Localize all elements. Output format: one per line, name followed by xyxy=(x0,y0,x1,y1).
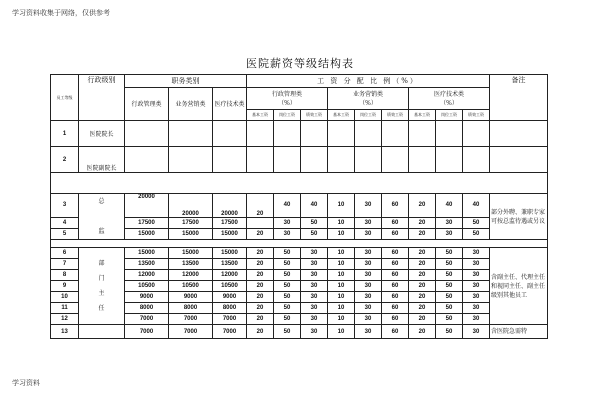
ratio-admin-label: 行政管理类 xyxy=(272,90,303,98)
cell: 10 xyxy=(328,314,355,325)
cell: 10 xyxy=(328,228,355,239)
header-note: 学习资料收集于网络，仅供参考 xyxy=(12,9,110,17)
cell: 20 xyxy=(247,270,274,281)
row-no: 13 xyxy=(51,325,79,339)
cell: 10 xyxy=(328,259,355,270)
table-row xyxy=(51,248,548,259)
cell: 60 xyxy=(382,270,409,281)
cell: 50 xyxy=(436,281,463,292)
table-row xyxy=(51,292,548,303)
sub-base-medical: 基本工资 xyxy=(409,110,436,121)
dept-char-1: 部 xyxy=(98,260,105,267)
cell: 50 xyxy=(274,281,301,292)
dept-char-4: 任 xyxy=(98,305,105,312)
director-char-2: 监 xyxy=(98,228,105,235)
table-row xyxy=(51,121,548,147)
cell: 20 xyxy=(247,292,274,303)
cell: 60 xyxy=(382,314,409,325)
row-no: 2 xyxy=(51,147,79,173)
cell: 60 xyxy=(382,303,409,314)
cell: 50 xyxy=(274,248,301,259)
cell: 30 xyxy=(436,217,463,228)
ratio-sales-label: 业务营销类 xyxy=(353,90,384,98)
cell: 15000 xyxy=(125,248,169,259)
sub-perf-sales: 绩效工资 xyxy=(382,110,409,121)
cell: 30 xyxy=(463,325,490,339)
cell: 17500 xyxy=(125,217,169,228)
cell: 30 xyxy=(463,248,490,259)
cell: 17500 xyxy=(169,217,213,228)
sub-perf-medical: 绩效工资 xyxy=(463,110,490,121)
cell: 30 xyxy=(355,217,382,228)
cell: 20 xyxy=(247,314,274,325)
job-admin-header: 行政管理类 xyxy=(125,88,169,121)
cell: 15000 xyxy=(213,248,247,259)
cell: 9000 xyxy=(213,292,247,303)
cell: 20 xyxy=(409,281,436,292)
cell: 40 xyxy=(274,194,301,218)
dept-char-2: 门 xyxy=(98,275,105,282)
cell: 50 xyxy=(274,314,301,325)
cell: 20000 xyxy=(213,194,247,218)
cell: 10500 xyxy=(169,281,213,292)
cell: 30 xyxy=(355,314,382,325)
cell: 40 xyxy=(436,194,463,218)
cell: 30 xyxy=(463,259,490,270)
cell: 20 xyxy=(247,281,274,292)
cell: 7000 xyxy=(169,325,213,339)
row-no: 6 xyxy=(51,248,79,259)
director-char-1: 总 xyxy=(98,198,105,205)
cell: 30 xyxy=(355,292,382,303)
cell: 60 xyxy=(382,217,409,228)
cell: 13500 xyxy=(213,259,247,270)
cell: 50 xyxy=(463,217,490,228)
table-row xyxy=(51,303,548,314)
cell: 20 xyxy=(409,217,436,228)
cell: 10500 xyxy=(125,281,169,292)
row-no: 11 xyxy=(51,303,79,314)
cell: 20 xyxy=(409,228,436,239)
cell: 60 xyxy=(382,194,409,218)
row-no: 1 xyxy=(51,121,79,147)
cell: 40 xyxy=(463,194,490,218)
cell: 30 xyxy=(355,303,382,314)
cell: 10500 xyxy=(213,281,247,292)
cell: 20 xyxy=(409,248,436,259)
table-row xyxy=(51,228,548,239)
cell: 15000 xyxy=(169,248,213,259)
admin-level: 医院院长 xyxy=(79,121,125,147)
cell: 30 xyxy=(301,314,328,325)
cell: 30 xyxy=(355,228,382,239)
cell: 9000 xyxy=(169,292,213,303)
dept-char-3: 主 xyxy=(98,290,105,297)
cell: 8000 xyxy=(169,303,213,314)
cell: 20 xyxy=(409,325,436,339)
cell: 15000 xyxy=(125,228,169,239)
cell: 50 xyxy=(463,228,490,239)
sub-base-admin: 基本工资 xyxy=(247,110,274,121)
cell: 30 xyxy=(301,303,328,314)
ratio-admin-pct: （%） xyxy=(278,99,296,107)
cell: 30 xyxy=(355,325,382,339)
group-dept xyxy=(79,248,125,325)
remark-dept: 含副主任、代理主任和视同主任、副主任级别其他员工 xyxy=(490,248,548,325)
cell: 15000 xyxy=(213,228,247,239)
cell: 30 xyxy=(274,228,301,239)
row-no: 12 xyxy=(51,314,79,325)
cell: 50 xyxy=(274,303,301,314)
cell: 10 xyxy=(328,217,355,228)
cell: 40 xyxy=(301,194,328,218)
table-row: 3 总 监 20000 20000 20000 20 40 40 10 30 60 20 40 40 部分外聘、兼职专家可按总监待遇或另议 xyxy=(51,194,548,218)
cell: 50 xyxy=(436,259,463,270)
cell: 30 xyxy=(463,303,490,314)
cell: 30 xyxy=(301,248,328,259)
sub-base-sales: 基本工资 xyxy=(328,110,355,121)
cell: 50 xyxy=(436,292,463,303)
cell: 13500 xyxy=(169,259,213,270)
table-row xyxy=(51,281,548,292)
cell: 50 xyxy=(436,270,463,281)
cell: 20 xyxy=(409,303,436,314)
row-no: 5 xyxy=(51,228,79,239)
cell: 17500 xyxy=(213,217,247,228)
ratio-sales-pct: （%） xyxy=(359,99,377,107)
group-director xyxy=(79,194,125,240)
cell: 20 xyxy=(409,314,436,325)
cell: 60 xyxy=(382,228,409,239)
cell: 30 xyxy=(355,281,382,292)
col-header-remark: 备注 xyxy=(490,75,548,121)
cell: 60 xyxy=(382,292,409,303)
cell: 10 xyxy=(328,292,355,303)
row-no: 4 xyxy=(51,217,79,228)
cell: 60 xyxy=(382,325,409,339)
cell: 60 xyxy=(382,259,409,270)
cell: 7000 xyxy=(125,314,169,325)
cell: 9000 xyxy=(125,292,169,303)
cell: 7000 xyxy=(125,325,169,339)
row-no: 8 xyxy=(51,270,79,281)
cell: 50 xyxy=(301,228,328,239)
job-sales-header: 业务营销类 xyxy=(169,88,213,121)
cell: 50 xyxy=(436,314,463,325)
remark-director: 部分外聘、兼职专家可按总监待遇或另议 xyxy=(490,194,548,240)
sub-perf-admin: 绩效工资 xyxy=(301,110,328,121)
ratio-admin-header xyxy=(247,88,328,110)
cell: 8000 xyxy=(213,303,247,314)
cell: 50 xyxy=(436,248,463,259)
cell: 13500 xyxy=(125,259,169,270)
cell: 20 xyxy=(247,259,274,270)
col-header-ratio: 工 资 分 配 比 例（%） xyxy=(247,75,490,88)
cell: 12000 xyxy=(125,270,169,281)
cell: 7000 xyxy=(213,314,247,325)
cell: 30 xyxy=(355,270,382,281)
cell: 30 xyxy=(463,292,490,303)
cell: 20 xyxy=(409,259,436,270)
cell: 60 xyxy=(382,281,409,292)
table-row xyxy=(51,147,548,173)
cell: 60 xyxy=(382,248,409,259)
cell: 30 xyxy=(355,259,382,270)
remark-last: 含医院急需特 xyxy=(490,325,548,339)
col-header-job-category: 职务类别 xyxy=(125,75,247,88)
cell: 7000 xyxy=(169,314,213,325)
cell: 10 xyxy=(328,194,355,218)
table-row xyxy=(51,217,548,228)
cell: 12000 xyxy=(213,270,247,281)
cell: 50 xyxy=(274,292,301,303)
cell: 30 xyxy=(463,314,490,325)
cell: 10 xyxy=(328,325,355,339)
cell: 50 xyxy=(274,259,301,270)
cell: 30 xyxy=(301,281,328,292)
cell: 10 xyxy=(328,248,355,259)
cell: 7000 xyxy=(213,325,247,339)
ratio-medical-label: 医疗技术类 xyxy=(434,90,465,98)
table-row xyxy=(51,259,548,270)
cell: 10 xyxy=(328,281,355,292)
row-no: 10 xyxy=(51,292,79,303)
cell: 10 xyxy=(328,270,355,281)
cell: 12000 xyxy=(169,270,213,281)
cell: 30 xyxy=(355,194,382,218)
cell: 20000 xyxy=(125,194,169,218)
footer-note: 学习资料 xyxy=(12,379,40,387)
sub-post-sales: 岗位工资 xyxy=(355,110,382,121)
sub-post-medical: 岗位工资 xyxy=(436,110,463,121)
page-title: 医院薪资等级结构表 xyxy=(246,57,354,70)
sub-post-admin: 岗位工资 xyxy=(274,110,301,121)
cell: 20 xyxy=(247,228,274,239)
cell: 20 xyxy=(409,270,436,281)
cell: 30 xyxy=(463,270,490,281)
ratio-medical-header xyxy=(409,88,490,110)
cell: 8000 xyxy=(125,303,169,314)
cell: 30 xyxy=(355,248,382,259)
cell: 20 xyxy=(409,194,436,218)
cell: 10 xyxy=(328,303,355,314)
ratio-medical-pct: （%） xyxy=(440,99,458,107)
admin-level: 医院副院长 xyxy=(79,147,125,173)
row-no: 3 xyxy=(51,194,79,218)
cell: 30 xyxy=(463,281,490,292)
cell: 30 xyxy=(301,292,328,303)
row-no: 7 xyxy=(51,259,79,270)
cell: 50 xyxy=(436,325,463,339)
cell: 50 xyxy=(274,270,301,281)
col-header-admin-level: 行政级别 xyxy=(79,75,125,121)
cell: 30 xyxy=(301,259,328,270)
cell: 30 xyxy=(301,270,328,281)
job-medical-header: 医疗技术类 xyxy=(213,88,247,121)
row-no: 9 xyxy=(51,281,79,292)
table-row xyxy=(51,325,548,339)
cell: 20 xyxy=(409,292,436,303)
cell: 50 xyxy=(301,217,328,228)
cell: 30 xyxy=(274,217,301,228)
salary-table xyxy=(50,74,548,339)
ratio-sales-header xyxy=(328,88,409,110)
cell: 20000 xyxy=(169,194,213,218)
cell: 15000 xyxy=(169,228,213,239)
table-row xyxy=(51,270,548,281)
table-row xyxy=(51,314,548,325)
cell: 50 xyxy=(274,325,301,339)
cell: 50 xyxy=(436,303,463,314)
cell: 20 xyxy=(247,325,274,339)
cell: 30 xyxy=(436,228,463,239)
cell: 20 xyxy=(247,303,274,314)
col-header-no: 员工等级 xyxy=(51,75,79,121)
cell: 30 xyxy=(301,325,328,339)
cell: 20 xyxy=(247,248,274,259)
